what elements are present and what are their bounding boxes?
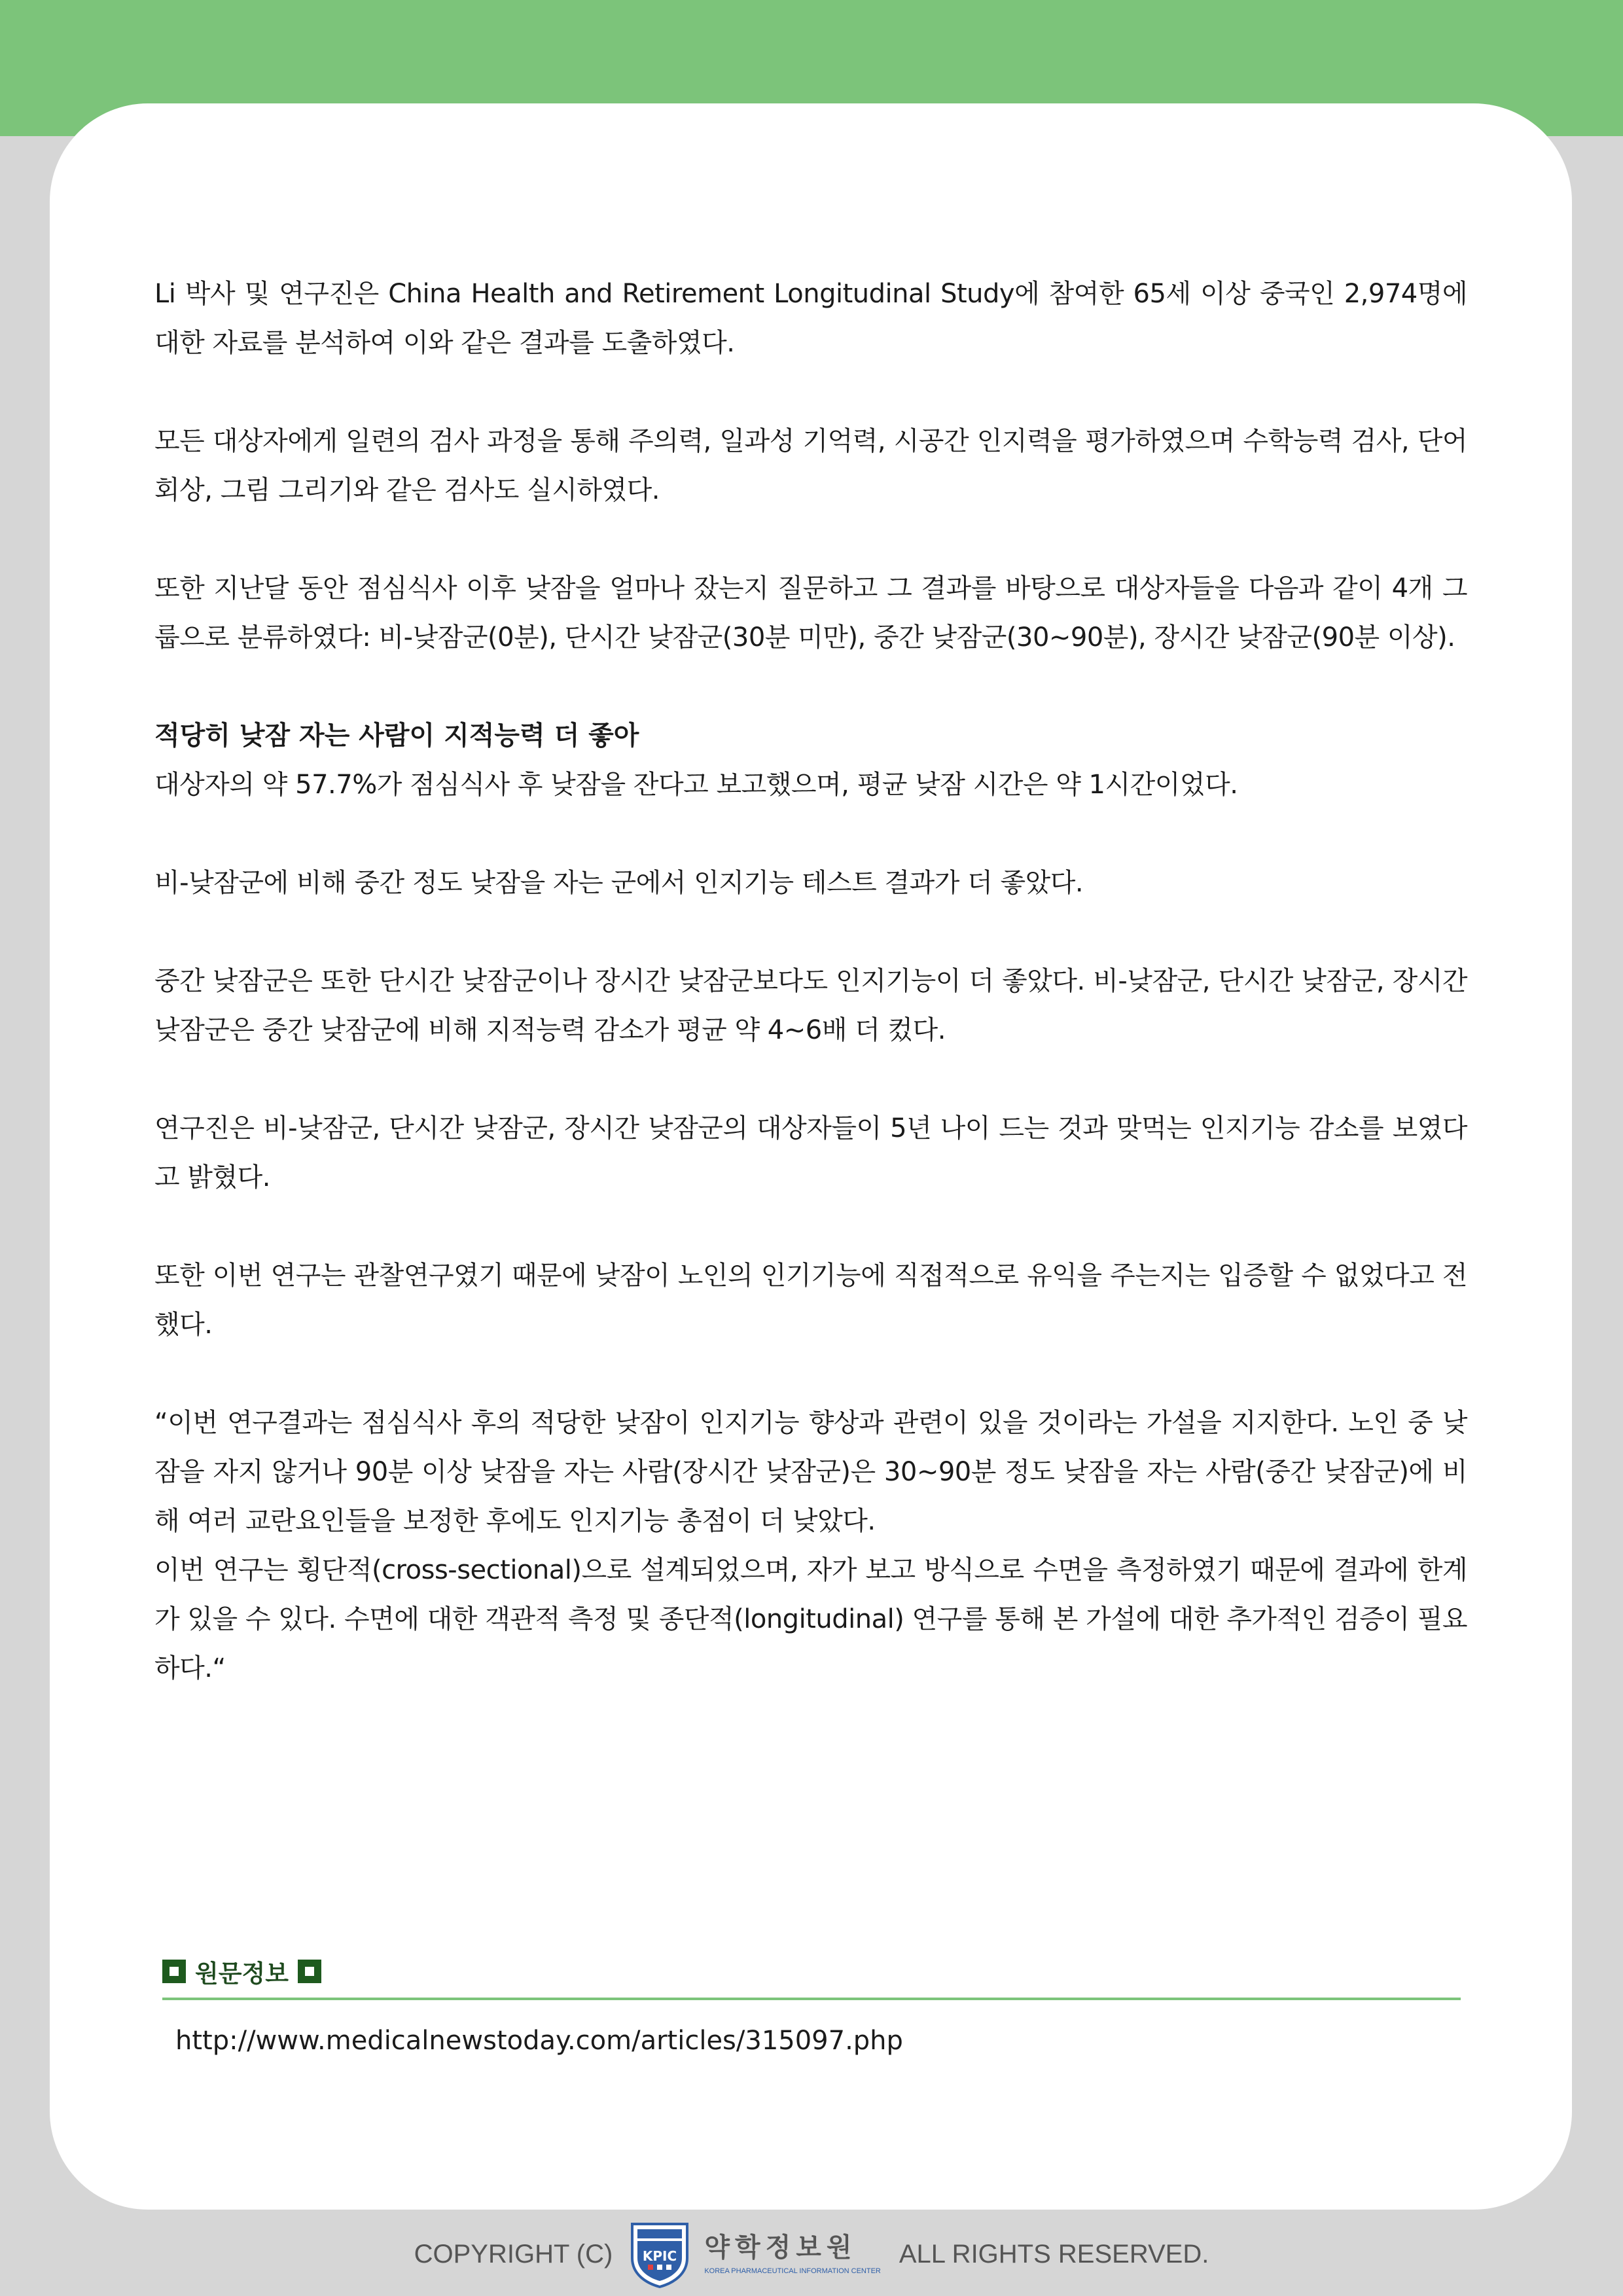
paragraph-group-comparison: 중간 낮잠군은 또한 단시간 낮잠군이나 장시간 낮잠군보다도 인지기능이 더 좋았다. 비-낮잠군, 단시간 낮잠군, 장시간 낮잠군은 중간 낮잠군에 비해 지적능력 감소가 평균 약 4~6배 더 컸다. xyxy=(154,966,1467,1045)
logo-korean-name: 약학정보원 xyxy=(704,2233,857,2262)
paragraph-cognitive-result: 비-낮잠군에 비해 중간 정도 낮잠을 자는 군에서 인지기능 테스트 결과가 더 좋았다. xyxy=(154,868,1084,898)
logo-english-name: KOREA PHARMACEUTICAL INFORMATION CENTER xyxy=(704,2267,881,2275)
paragraph-aging-equivalent: 연구진은 비-낮잠군, 단시간 낮잠군, 장시간 낮잠군의 대상자들이 5년 나이 드는 것과 맞먹는 인지기능 감소를 보였다고 밝혔다. xyxy=(154,1113,1467,1193)
logo-text xyxy=(704,2233,881,2276)
paragraph-groups: 또한 지난달 동안 점심식사 이후 낮잠을 얼마나 잤는지 질문하고 그 결과를 바탕으로 대상자들을 다음과 같이 4개 그룹으로 분류하였다: 비-낮잠군(0분), 단시간 낮잠군(30분 미만), 중간 낮잠군(30~90분), 장시간 낮잠군(90분 이상). xyxy=(154,573,1467,653)
kpic-shield-logo-icon xyxy=(628,2220,691,2288)
source-divider xyxy=(162,1998,1461,2000)
quote-paragraph-1: “이번 연구결과는 점심식사 후의 적당한 낮잠이 인지기능 향상과 관련이 있을 것이라는 가설을 지지한다. 노인 중 낮잠을 자지 않거나 90분 이상 낮잠을 자는 사람(장시간 낮잠군)은 30~90분 정도 낮잠을 자는 사람(중간 낮잠군)에 비해 여러 교란요인들을 보정한 후에도 인지기능 총점이 더 낮았다. xyxy=(154,1408,1467,1536)
paragraph-study-source: Li 박사 및 연구진은 China Health and Retirement Longitudinal Study에 참여한 65세 이상 중국인 2,974명에 대한 자료를 분석하여 이와 같은 결과를 도출하였다. xyxy=(154,279,1467,358)
copyright-left: COPYRIGHT (C) xyxy=(414,2239,613,2269)
kpic-badge-text: KPIC xyxy=(643,2248,677,2264)
section-heading: 적당히 낮잠 자는 사람이 지적능력 더 좋아 xyxy=(154,721,639,751)
source-url-link[interactable]: http://www.medicalnewstoday.com/articles/315097.php xyxy=(175,2026,903,2056)
paragraph-nap-rate: 대상자의 약 57.7%가 점심식사 후 낮잠을 잔다고 보고했으며, 평균 낮잠 시간은 약 1시간이었다. xyxy=(154,770,1238,800)
quote-paragraph-2: 이번 연구는 횡단적(cross-sectional)으로 설계되었으며, 자가 보고 방식으로 수면을 측정하였기 때문에 결과에 한계가 있을 수 있다. 수면에 대한 객관적 측정 및 종단적(longitudinal) 연구를 통해 본 가설에 대한 추가적인 검증이 필요하다.“ xyxy=(154,1555,1467,1683)
paragraph-tests: 모든 대상자에게 일련의 검사 과정을 통해 주의력, 일과성 기억력, 시공간 인지력을 평가하였으며 수학능력 검사, 단어 회상, 그림 그리기와 같은 검사도 실시하였다. xyxy=(154,426,1467,505)
source-title: 원문정보 xyxy=(195,1960,289,1988)
source-header xyxy=(162,1952,1461,1991)
source-info xyxy=(162,1952,1461,2060)
square-bullet-icon xyxy=(162,1960,186,1983)
square-bullet-icon xyxy=(298,1960,321,1983)
paragraph-limitation: 또한 이번 연구는 관찰연구였기 때문에 낮잠이 노인의 인기기능에 직접적으로 유익을 주는지는 입증할 수 없었다고 전했다. xyxy=(154,1261,1467,1340)
article-body xyxy=(154,270,1467,1693)
copyright-right: ALL RIGHTS RESERVED. xyxy=(899,2239,1209,2269)
footer xyxy=(0,2215,1623,2293)
